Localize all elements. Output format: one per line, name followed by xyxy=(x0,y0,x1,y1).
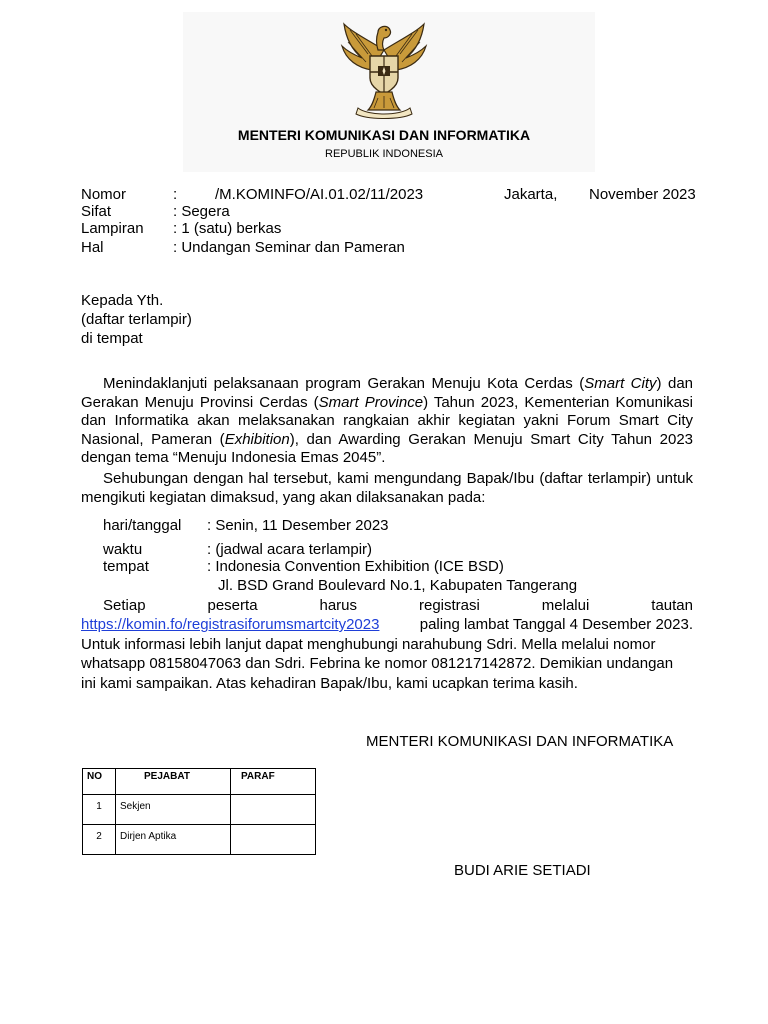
registration-link[interactable]: https://komin.fo/registrasiforumsmartcity2023 xyxy=(81,616,380,633)
row-no: 2 xyxy=(83,825,116,855)
nomor-label: Nomor xyxy=(81,186,127,203)
column-header-pejabat: PEJABAT xyxy=(116,769,231,795)
tempat-value: : Indonesia Convention Exhibition (ICE BSD) xyxy=(207,558,504,575)
row-pejabat: Dirjen Aptika xyxy=(116,825,231,855)
hari-label: hari/tanggal xyxy=(103,517,182,534)
letterhead-title: MENTERI KOMUNIKASI DAN INFORMATIKA xyxy=(237,127,531,143)
column-header-paraf: PARAF xyxy=(231,769,316,795)
waktu-label: waktu xyxy=(103,541,143,558)
body-paragraph-3-line-3: Untuk informasi lebih lanjut dapat menghubungi narahubung Sdri. Mella melalui nomor xyxy=(81,636,656,653)
sifat-label: Sifat xyxy=(81,203,112,220)
body-paragraph-3-line-1 xyxy=(81,597,693,615)
table-row xyxy=(83,825,316,855)
signatory-name: BUDI ARIE SETIADI xyxy=(454,862,591,879)
paraf-table-header xyxy=(83,769,316,795)
waktu-value: : (jadwal acara terlampir) xyxy=(207,541,373,558)
recipient-line-2: (daftar terlampir) xyxy=(81,311,192,328)
hari-value: : Senin, 11 Desember 2023 xyxy=(207,517,389,534)
nomor-colon: : xyxy=(173,186,178,203)
recipient-line-3: di tempat xyxy=(81,330,143,347)
body-paragraph-2: Sehubungan dengan hal tersebut, kami mengundang Bapak/Ibu (daftar terlampir) untuk mengikuti kegiatan dimaksud, yang akan dilaksanakan pada: xyxy=(81,470,693,506)
row-no: 1 xyxy=(83,795,116,825)
body-paragraph-3-line-4: whatsapp 08158047063 dan Sdri. Febrina ke nomor 081217142872. Demikian undangan xyxy=(81,655,674,672)
p3-word: Setiap xyxy=(103,597,146,614)
p3-word: tautan xyxy=(651,597,693,614)
letter-city: Jakarta, xyxy=(504,186,558,203)
table-row xyxy=(83,795,316,825)
signatory-position: MENTERI KOMUNIKASI DAN INFORMATIKA xyxy=(366,733,674,750)
tempat-label: tempat xyxy=(103,558,149,575)
registration-deadline: paling lambat Tanggal 4 Desember 2023. xyxy=(419,616,693,633)
paraf-table xyxy=(82,768,316,855)
p3-word: melalui xyxy=(541,597,590,614)
tempat-address: Jl. BSD Grand Boulevard No.1, Kabupaten Tangerang xyxy=(218,577,578,594)
body-paragraph-1: Menindaklanjuti pelaksanaan program Gerakan Menuju Kota Cerdas (Smart City) dan Gerakan Menuju Provinsi Cerdas (Smart Province) Tahun 2023, Kementerian Komunikasi dan Informatika akan melaksanakan rangkaian akhir kegiatan yakni Forum Smart City Nasional, Pameran (Exhibition), dan Awarding Gerakan Menuju Smart City Tahun 2023 dengan tema “Menuju Indonesia Emas 2045”. xyxy=(81,375,694,466)
recipient-line-1: Kepada Yth. xyxy=(81,292,164,309)
lampiran-label: Lampiran xyxy=(81,220,144,237)
p3-word: peserta xyxy=(207,597,258,614)
body-paragraph-3-line-5: ini kami sampaikan. Atas kehadiran Bapak/Ibu, kami ucapkan terima kasih. xyxy=(81,675,578,692)
nomor-value: /M.KOMINFO/AI.01.02/11/2023 xyxy=(215,186,424,203)
garuda-emblem-icon xyxy=(338,20,430,120)
letter-date: November 2023 xyxy=(589,186,696,203)
hal-label: Hal xyxy=(81,239,104,256)
p3-word: registrasi xyxy=(418,597,480,614)
row-paraf xyxy=(231,795,316,825)
sifat-value: : Segera xyxy=(173,203,230,220)
column-header-no: NO xyxy=(83,769,116,795)
body-paragraph-3-line-2 xyxy=(81,616,693,634)
hal-value: : Undangan Seminar dan Pameran xyxy=(173,239,405,256)
row-pejabat: Sekjen xyxy=(116,795,231,825)
p3-word: harus xyxy=(319,597,358,614)
letterhead-subtitle: REPUBLIK INDONESIA xyxy=(325,148,443,160)
row-paraf xyxy=(231,825,316,855)
lampiran-value: : 1 (satu) berkas xyxy=(173,220,282,237)
